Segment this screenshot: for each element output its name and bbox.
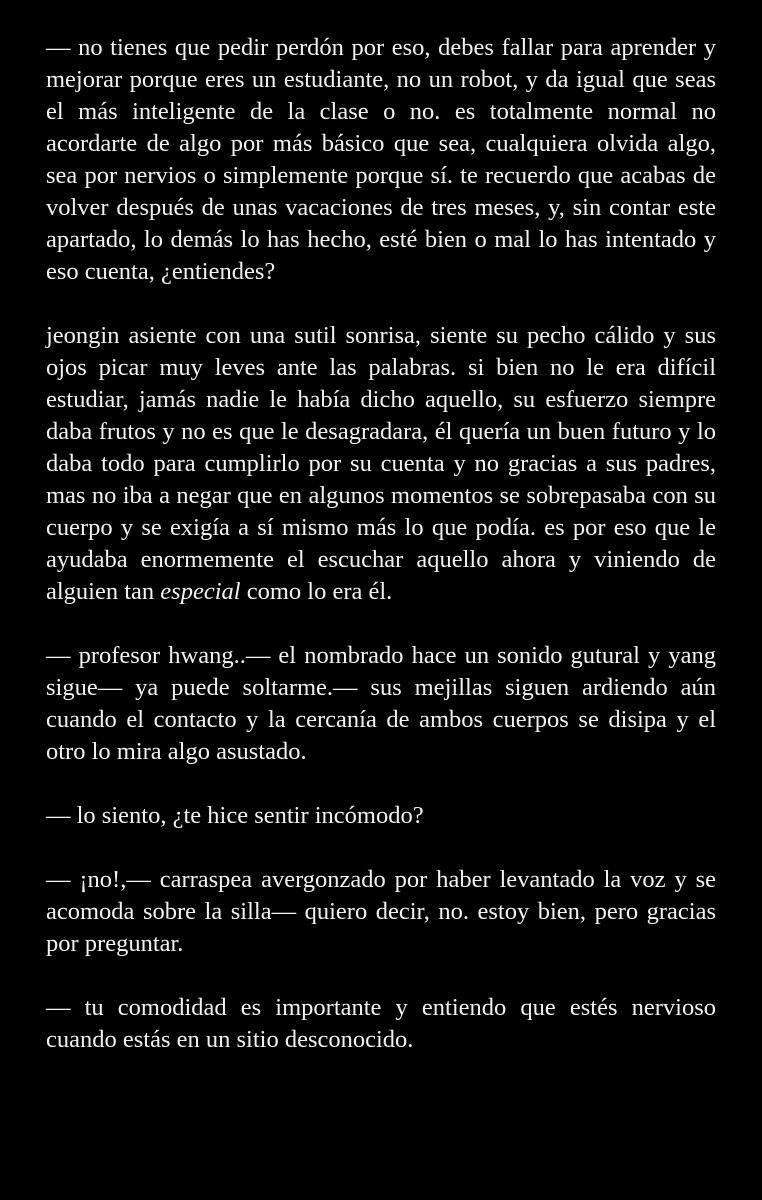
paragraph-4: — lo siento, ¿te hice sentir incómodo?	[46, 802, 424, 829]
paragraph-2-text-after: como lo era él.	[240, 578, 393, 605]
paragraph-2-emphasis: especial	[160, 578, 241, 605]
paragraph-2	[46, 320, 716, 608]
paragraph-1: — no tienes que pedir perdón por eso, debes fallar para aprender y mejorar porque eres un estudiante, no un robot, y da igual que seas el más inteligente de la clase o no. es totalmente normal no acordarte de algo por más básico que sea, cualquiera olvida algo, sea por nervios o simplemente porque sí. te recuerdo que acabas de volver después de unas vacaciones de tres meses, y, sin contar este apartado, lo demás lo has hecho, esté bien o mal lo has intentado y eso cuenta, ¿entiendes?	[46, 34, 716, 285]
story-text	[46, 32, 716, 1056]
paragraph-2-text-before: jeongin asiente con una sutil sonrisa, siente su pecho cálido y sus ojos picar muy leves ante las palabras. si bien no le era difícil estudiar, jamás nadie le había dicho aquello, su esfuerzo siempre daba frutos y no es que le desagradara, él quería un buen futuro y lo daba todo para cumplirlo por su cuenta y no gracias a sus padres, mas no iba a negar que en algunos momentos se sobrepasaba con su cuerpo y se exigía a sí mismo más lo que podía. es por eso que le ayudaba enormemente el escuchar aquello ahora y viniendo de alguien tan	[46, 322, 716, 605]
paragraph-3: — profesor hwang..— el nombrado hace un sonido gutural y yang sigue— ya puede soltarme.— sus mejillas siguen ardiendo aún cuando el contacto y la cercanía de ambos cuerpos se disipa y el otro lo mira algo asustado.	[46, 642, 716, 765]
paragraph-5: — ¡no!,— carraspea avergonzado por haber levantado la voz y se acomoda sobre la silla— quiero decir, no. estoy bien, pero gracias por preguntar.	[46, 866, 716, 957]
paragraph-6: — tu comodidad es importante y entiendo que estés nervioso cuando estás en un sitio desconocido.	[46, 994, 716, 1053]
